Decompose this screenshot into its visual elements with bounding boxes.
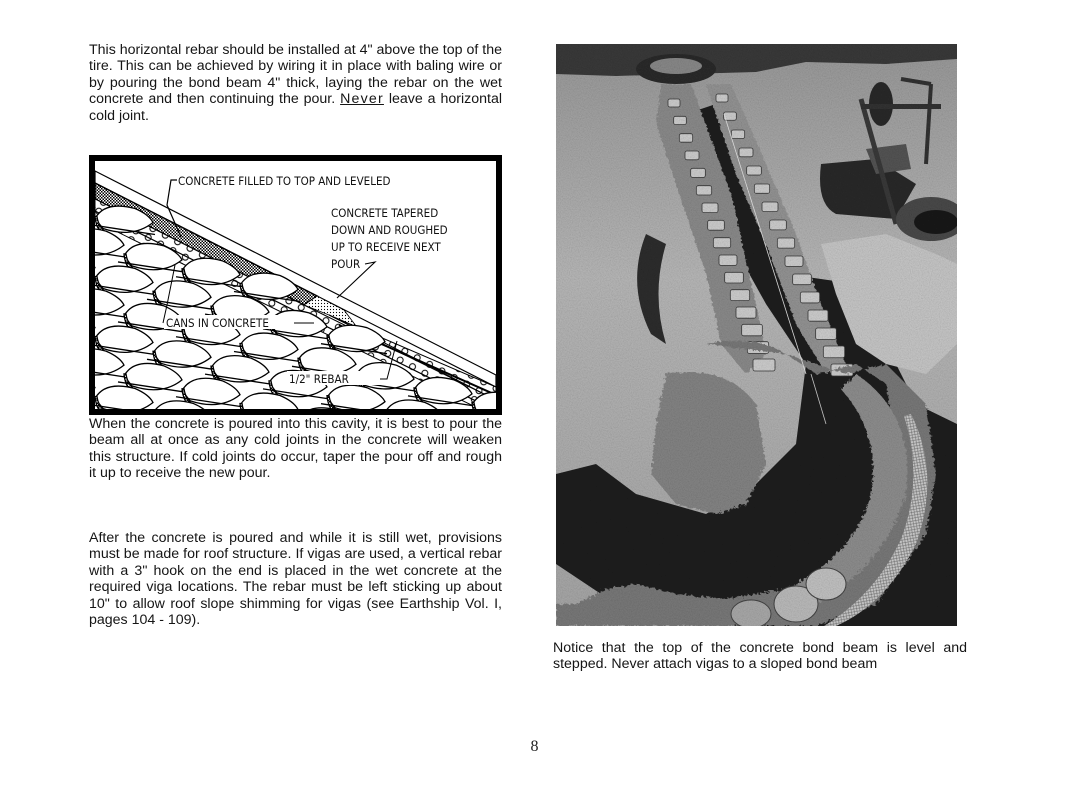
can [785,256,803,266]
paragraph-rebar-installation [89,42,502,124]
can [702,203,718,213]
can [762,202,778,212]
paragraph-pouring: When the concrete is poured into this cavity, it is best to pour the beam all at once as any cold joints in the concrete will weaken this structure. If cold joints do occur, taper the pour off and rough it up to receive the new pour. [89,416,502,482]
paragraph-text: This horizontal rebar should be installed at 4" above the top of the tire. This can be achieved by wiring it in place with baling wire or by pouring the bond beam 4" thick, laying the rebar on the wet concrete and then continuing the pour. [89,42,502,108]
can [691,168,706,177]
can [713,238,730,248]
can [777,238,794,248]
paragraph-text: leave a horizontal cold joint. [89,91,502,124]
can [696,186,711,195]
can [725,272,744,283]
can [679,134,692,143]
can [793,274,812,285]
photo-caption: Notice that the top of the concrete bond beam is level and stepped. Never attach vigas to a sloped bond beam [553,640,967,673]
can [730,290,749,301]
label-concrete-tapered-4: POUR [331,257,361,271]
label-cans-in-concrete: CANS IN CONCRETE [166,316,269,330]
paragraph-roof-provisions: After the concrete is poured and while it is still wet, provisions must be made for roof structure. If vigas are used, a vertical rebar with a 3" hook on the end is placed in the wet concrete at the required viga locations. The rebar must be left sticking up about 10" to allow roof slope shimming for vigas (see Earthship Vol. I, pages 104 - 109). [89,530,502,629]
can [731,130,744,139]
can [716,94,728,102]
can [754,184,769,193]
can [816,328,837,339]
label-concrete-tapered-1: CONCRETE TAPERED [331,206,439,220]
label-concrete-tapered-2: DOWN AND ROUGHED [331,223,448,237]
can [674,116,687,124]
can [708,220,725,230]
can [719,255,737,265]
bond-beam-diagram [89,155,502,415]
label-concrete-filled: CONCRETE FILLED TO TOP AND LEVELED [178,174,391,188]
can [668,99,680,107]
emphasis-never: Never [340,91,384,108]
can [739,148,753,157]
label-concrete-tapered-3: UP TO RECEIVE NEXT [331,240,441,254]
can [823,346,844,358]
can [808,310,828,321]
can [747,166,762,175]
can [742,324,763,335]
label-rebar: 1/2" REBAR [289,372,349,386]
can [770,220,787,230]
can [800,292,819,303]
bond-beam-photo [556,44,957,626]
can [753,359,775,371]
can [685,151,699,160]
page-number: 8 [530,738,539,755]
can [736,307,756,318]
